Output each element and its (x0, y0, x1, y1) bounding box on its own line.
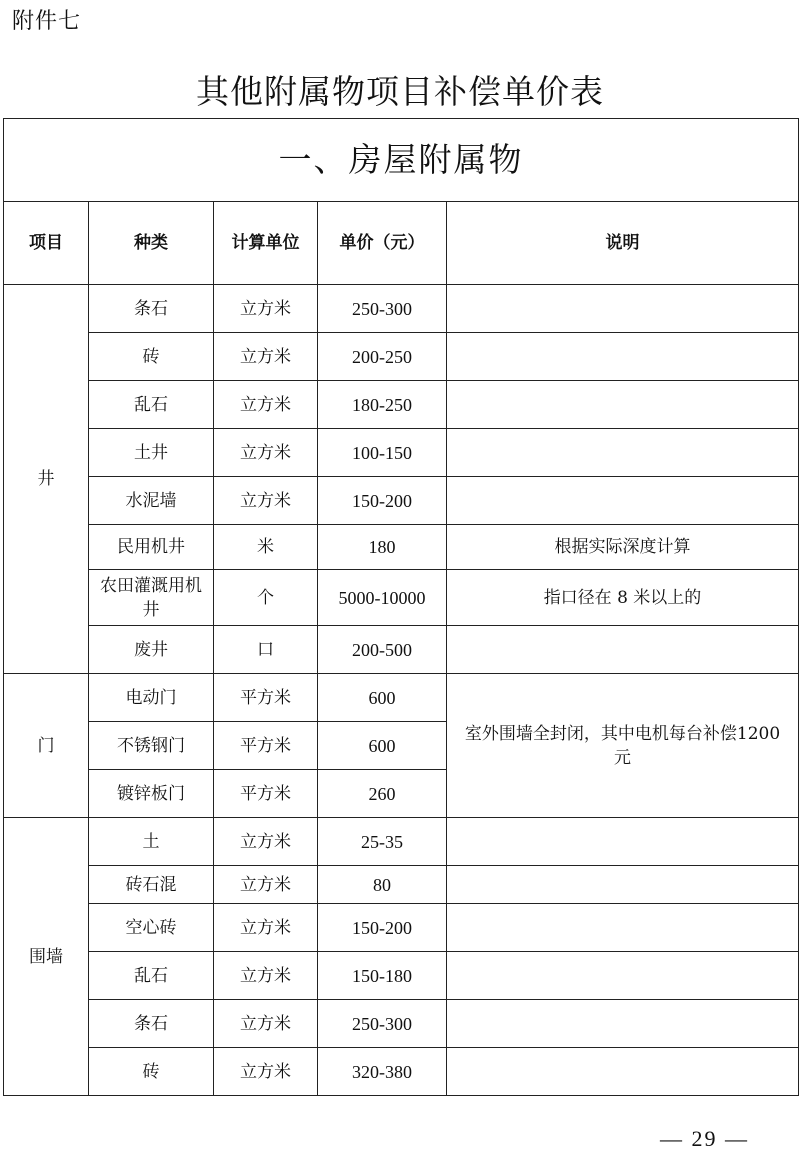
kind-cell: 乱石 (89, 952, 214, 1000)
kind-cell: 农田灌溉用机井 (89, 570, 214, 626)
note-cell: 指口径在 8 米以上的 (447, 570, 799, 626)
kind-cell: 民用机井 (89, 525, 214, 570)
unit-cell: 米 (214, 525, 318, 570)
price-cell: 250-300 (318, 1000, 447, 1048)
price-cell: 250-300 (318, 285, 447, 333)
note-cell (447, 429, 799, 477)
header-unit: 计算单位 (214, 202, 318, 285)
unit-cell: 平方米 (214, 722, 318, 770)
kind-cell: 条石 (89, 1000, 214, 1048)
section-title-row (4, 119, 799, 202)
header-note: 说明 (447, 202, 799, 285)
table-row (4, 1000, 799, 1048)
header-row (4, 202, 799, 285)
unit-cell: 立方米 (214, 333, 318, 381)
table-row (4, 285, 799, 333)
note-cell (447, 818, 799, 866)
note-cell (447, 285, 799, 333)
unit-cell: 平方米 (214, 770, 318, 818)
table-row (4, 952, 799, 1000)
note-cell (447, 626, 799, 674)
table-row (4, 674, 799, 722)
kind-cell: 不锈钢门 (89, 722, 214, 770)
price-cell: 80 (318, 866, 447, 904)
note-cell (447, 333, 799, 381)
price-cell: 200-250 (318, 333, 447, 381)
note-cell (447, 866, 799, 904)
price-cell: 100-150 (318, 429, 447, 477)
price-cell: 150-180 (318, 952, 447, 1000)
header-item: 项目 (4, 202, 89, 285)
price-cell: 180 (318, 525, 447, 570)
unit-cell: 立方米 (214, 866, 318, 904)
unit-cell: 立方米 (214, 477, 318, 525)
price-cell: 150-200 (318, 904, 447, 952)
unit-cell: 立方米 (214, 381, 318, 429)
note-cell (447, 952, 799, 1000)
note-cell (447, 1000, 799, 1048)
kind-cell: 乱石 (89, 381, 214, 429)
unit-cell: 立方米 (214, 952, 318, 1000)
kind-cell: 空心砖 (89, 904, 214, 952)
kind-cell: 土井 (89, 429, 214, 477)
price-cell: 150-200 (318, 477, 447, 525)
note-cell (447, 904, 799, 952)
unit-cell: 立方米 (214, 1000, 318, 1048)
note-cell: 根据实际深度计算 (447, 525, 799, 570)
table-row (4, 333, 799, 381)
gate-note-cell: 室外围墙全封闭，其中电机每台补偿1200 元 (447, 674, 799, 818)
price-cell: 5000-10000 (318, 570, 447, 626)
unit-cell: 立方米 (214, 904, 318, 952)
header-price: 单价（元） (318, 202, 447, 285)
kind-cell: 砖 (89, 1048, 214, 1096)
unit-cell: 个 (214, 570, 318, 626)
kind-cell: 砖石混 (89, 866, 214, 904)
price-cell: 320-380 (318, 1048, 447, 1096)
page-number: — 29 — (660, 1126, 749, 1151)
price-cell: 260 (318, 770, 447, 818)
unit-cell: 平方米 (214, 674, 318, 722)
unit-cell: 口 (214, 626, 318, 674)
group-well: 井 (4, 285, 89, 674)
kind-cell: 砖 (89, 333, 214, 381)
annex-label: 附件七 (12, 9, 82, 34)
unit-cell: 立方米 (214, 1048, 318, 1096)
kind-cell: 镀锌板门 (89, 770, 214, 818)
price-cell: 180-250 (318, 381, 447, 429)
group-wall: 围墙 (4, 818, 89, 1096)
table-row (4, 525, 799, 570)
group-gate: 门 (4, 674, 89, 818)
table-row (4, 1048, 799, 1096)
kind-cell: 条石 (89, 285, 214, 333)
header-kind: 种类 (89, 202, 214, 285)
table-row (4, 429, 799, 477)
unit-cell: 立方米 (214, 429, 318, 477)
note-cell (447, 381, 799, 429)
unit-cell: 立方米 (214, 818, 318, 866)
kind-cell: 土 (89, 818, 214, 866)
compensation-price-table (3, 118, 799, 1096)
note-cell (447, 477, 799, 525)
table-row (4, 904, 799, 952)
price-cell: 600 (318, 722, 447, 770)
table-row (4, 381, 799, 429)
price-cell: 600 (318, 674, 447, 722)
table-row (4, 818, 799, 866)
note-cell (447, 1048, 799, 1096)
table-row (4, 477, 799, 525)
table-row (4, 626, 799, 674)
kind-cell: 电动门 (89, 674, 214, 722)
kind-cell: 水泥墙 (89, 477, 214, 525)
table-row (4, 866, 799, 904)
unit-cell: 立方米 (214, 285, 318, 333)
price-cell: 25-35 (318, 818, 447, 866)
table-row (4, 570, 799, 626)
section-title: 一、房屋附属物 (4, 119, 799, 202)
kind-cell: 废井 (89, 626, 214, 674)
document-title: 其他附属物项目补偿单价表 (196, 72, 604, 111)
price-cell: 200-500 (318, 626, 447, 674)
